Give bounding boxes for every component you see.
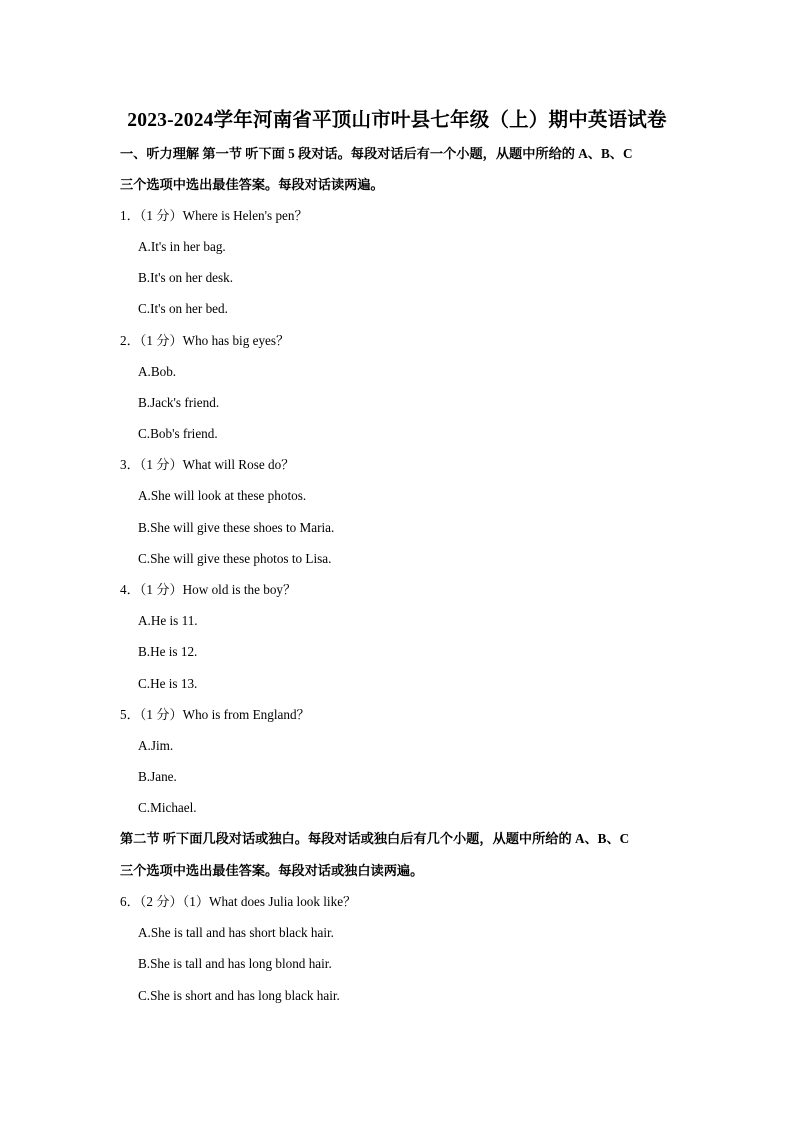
question-1-option-c: C.It's on her bed. (138, 301, 228, 316)
question-5-stem: 5．（1 分）Who is from England？ (120, 707, 310, 722)
section2-instruction-line2: 三个选项中选出最佳答案。每段对话或独白读两遍。 (120, 863, 424, 878)
question-3-option-c: C.She will give these photos to Lisa. (138, 551, 332, 566)
section1-instruction-line1: 一、听力理解 第一节 听下面 5 段对话。每段对话后有一个小题，从题中所给的 A、B、C (120, 146, 633, 161)
question-5-option-c: C.Michael. (138, 800, 197, 815)
section2-instruction-line1: 第二节 听下面几段对话或独白。每段对话或独白后有几个小题，从题中所给的 A、B、C (120, 831, 630, 846)
question-6-option-c: C.She is short and has long black hair. (138, 988, 340, 1003)
page-title: 2023-2024学年河南省平顶山市叶县七年级（上）期中英语试卷 (127, 110, 667, 131)
question-2-option-c: C.Bob's friend. (138, 426, 218, 441)
question-4-option-a: A.He is 11. (138, 613, 198, 628)
question-3-option-b: B.She will give these shoes to Maria. (138, 520, 335, 535)
question-4-option-b: B.He is 12. (138, 644, 198, 659)
question-4-stem: 4．（1 分）How old is the boy？ (120, 582, 297, 597)
question-4-option-c: C.He is 13. (138, 676, 198, 691)
question-6-option-b: B.She is tall and has long blond hair. (138, 956, 332, 971)
question-2-option-a: A.Bob. (138, 364, 177, 379)
question-5-option-a: A.Jim. (138, 738, 174, 753)
question-6-option-a: A.She is tall and has short black hair. (138, 925, 334, 940)
question-3-option-a: A.She will look at these photos. (138, 488, 307, 503)
section1-instruction-line2: 三个选项中选出最佳答案。每段对话读两遍。 (120, 177, 384, 192)
question-2-stem: 2．（1 分）Who has big eyes？ (120, 333, 290, 348)
question-6-stem: 6．（2 分）（1）What does Julia look like？ (120, 894, 357, 909)
question-1-option-b: B.It's on her desk. (138, 270, 234, 285)
question-1-stem: 1．（1 分）Where is Helen's pen？ (120, 208, 308, 223)
question-5-option-b: B.Jane. (138, 769, 177, 784)
question-2-option-b: B.Jack's friend. (138, 395, 220, 410)
question-3-stem: 3．（1 分）What will Rose do？ (120, 457, 295, 472)
question-1-option-a: A.It's in her bag. (138, 239, 226, 254)
